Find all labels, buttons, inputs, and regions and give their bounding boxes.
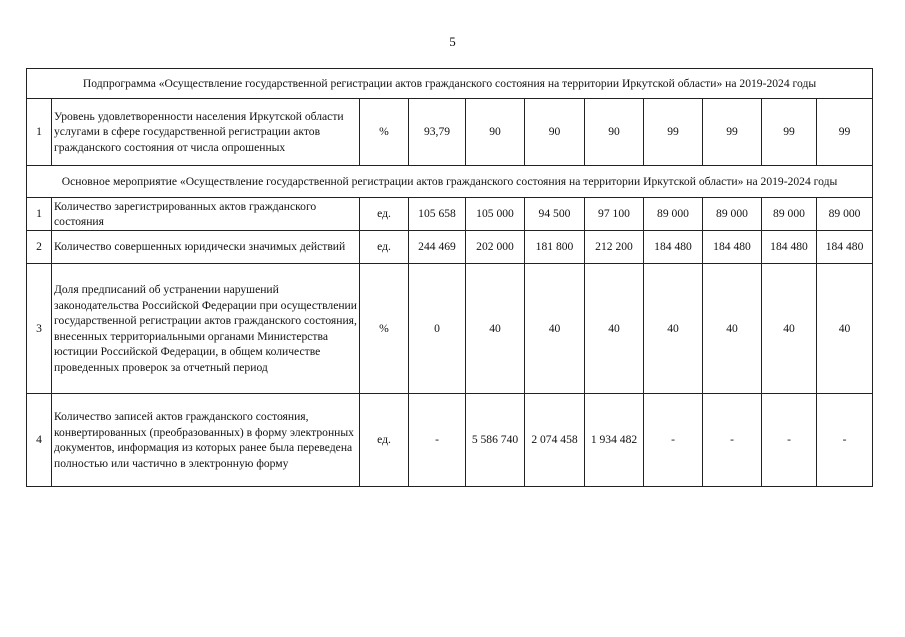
indicator-name: Количество записей актов гражданского состояния, конвертированных (преобразованных) в форму электронных документов, информация из которых ранее была переведена полностью или частично в электронную форму [52,394,360,487]
indicator-name: Количество совершенных юридически значимых действий [52,231,360,264]
value-cell: 40 [466,264,525,394]
value-cell: 97 100 [585,198,644,231]
value-cell: - [817,394,873,487]
indicator-name: Доля предписаний об устранении нарушений законодательства Российской Федерации при осуществлении государственной регистрации актов гражданского состояния, внесенных территориальными органами Министерства юстиции Российской Федерации, в общем количестве проведенных проверок за отчетный период [52,264,360,394]
value-cell: 90 [585,99,644,166]
table-row [27,394,873,487]
value-cell: 40 [762,264,817,394]
section-title: Подпрограмма «Осуществление государственной регистрации актов гражданского состояния на территории Иркутской области» на 2019-2024 годы [27,69,873,99]
value-cell: 90 [466,99,525,166]
table-row [27,99,873,166]
value-cell: 105 000 [466,198,525,231]
row-number: 1 [27,99,52,166]
indicator-name: Уровень удовлетворенности населения Иркутской области услугами в сфере государственной регистрации актов гражданского состояния от числа опрошенных [52,99,360,166]
value-cell: - [703,394,762,487]
value-cell: - [409,394,466,487]
value-cell: 40 [703,264,762,394]
value-cell: 40 [525,264,585,394]
value-cell: 99 [703,99,762,166]
section-header-row [27,166,873,198]
value-cell: 105 658 [409,198,466,231]
value-cell: 212 200 [585,231,644,264]
value-cell: 94 500 [525,198,585,231]
value-cell: 93,79 [409,99,466,166]
row-number: 1 [27,198,52,231]
value-cell: 89 000 [817,198,873,231]
value-cell: 40 [585,264,644,394]
row-number: 2 [27,231,52,264]
value-cell: 184 480 [817,231,873,264]
value-cell: 40 [644,264,703,394]
row-number: 4 [27,394,52,487]
value-cell: 89 000 [644,198,703,231]
value-cell: - [762,394,817,487]
value-cell: 0 [409,264,466,394]
value-cell: 1 934 482 [585,394,644,487]
value-cell: 99 [817,99,873,166]
unit-cell: % [360,264,409,394]
value-cell: - [644,394,703,487]
value-cell: 99 [762,99,817,166]
value-cell: 181 800 [525,231,585,264]
value-cell: 89 000 [703,198,762,231]
table-row [27,231,873,264]
unit-cell: ед. [360,198,409,231]
unit-cell: ед. [360,394,409,487]
value-cell: 5 586 740 [466,394,525,487]
table-row [27,198,873,231]
value-cell: 244 469 [409,231,466,264]
section-header-row [27,69,873,99]
value-cell: 89 000 [762,198,817,231]
value-cell: 184 480 [703,231,762,264]
unit-cell: ед. [360,231,409,264]
indicators-table [26,68,873,487]
table-row [27,264,873,394]
value-cell: 184 480 [762,231,817,264]
indicator-name: Количество зарегистрированных актов гражданского состояния [52,198,360,231]
value-cell: 184 480 [644,231,703,264]
value-cell: 2 074 458 [525,394,585,487]
value-cell: 90 [525,99,585,166]
unit-cell: % [360,99,409,166]
value-cell: 40 [817,264,873,394]
page-number: 5 [449,34,456,49]
value-cell: 99 [644,99,703,166]
row-number: 3 [27,264,52,394]
value-cell: 202 000 [466,231,525,264]
section-title: Основное мероприятие «Осуществление государственной регистрации актов гражданского состояния на территории Иркутской области» на 2019-2024 годы [27,166,873,198]
